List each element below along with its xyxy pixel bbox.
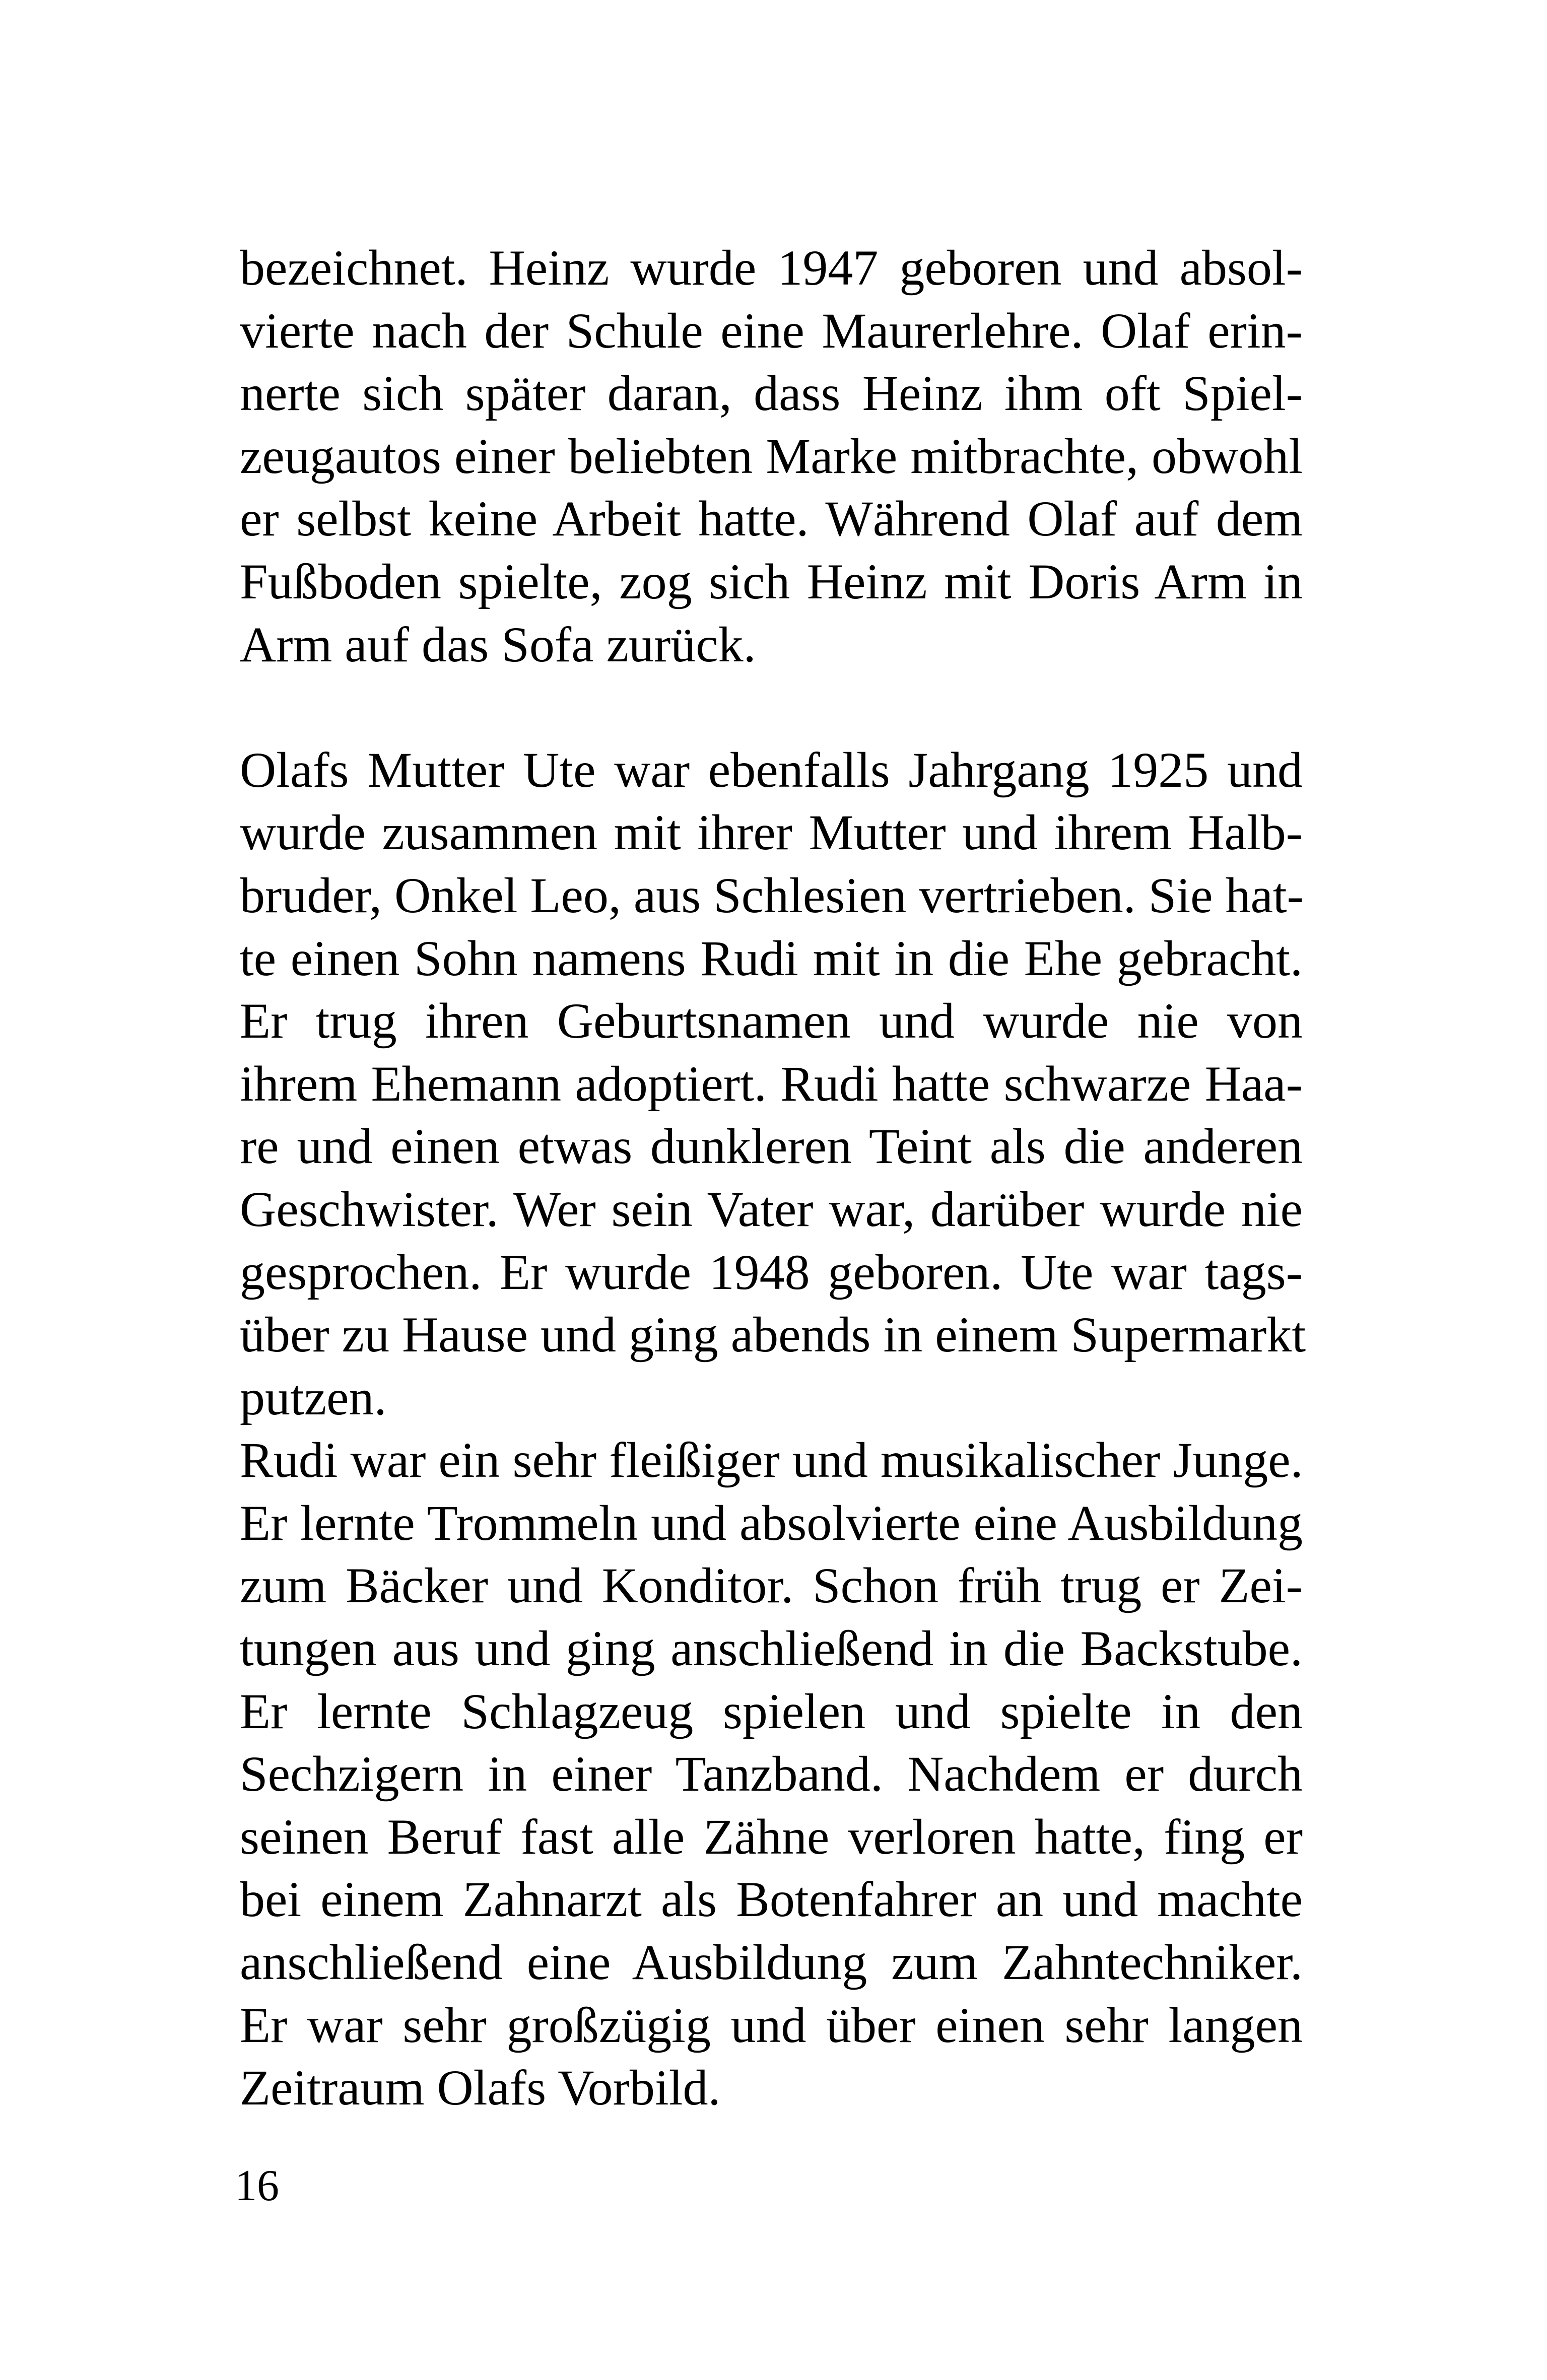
text-line: bei einem Zahnarzt als Botenfahrer an und machte — [240, 1871, 1303, 1928]
text-line: bruder, Onkel Leo, aus Schlesien vertrieben. Sie hat- — [240, 867, 1304, 923]
body-text — [240, 237, 1306, 2120]
paragraph — [240, 237, 1303, 676]
text-line: zum Bäcker und Konditor. Schon früh trug er Zei- — [240, 1557, 1303, 1614]
text-line: Geschwister. Wer sein Vater war, darüber wurde nie — [240, 1181, 1303, 1237]
text-line: Er war sehr großzügig und über einen sehr langen — [240, 1997, 1303, 2053]
text-line: vierte nach der Schule eine Maurerlehre. Olaf erin- — [240, 302, 1303, 359]
text-line: re und einen etwas dunkleren Teint als die anderen — [240, 1118, 1303, 1175]
text-line: Olafs Mutter Ute war ebenfalls Jahrgang 1925 und — [240, 741, 1303, 798]
text-line: te einen Sohn namens Rudi mit in die Ehe gebracht. — [240, 930, 1303, 986]
text-line: Er trug ihren Geburtsnamen und wurde nie von — [240, 993, 1303, 1049]
text-line: Zeitraum Olafs Vorbild. — [240, 2060, 721, 2116]
paragraph — [240, 1429, 1303, 2120]
text-line: Arm auf das Sofa zurück. — [240, 616, 756, 672]
text-line: er selbst keine Arbeit hatte. Während Olaf auf dem — [240, 491, 1303, 547]
page-number: 16 — [235, 2161, 279, 2210]
text-line: Er lernte Trommeln und absolvierte eine Ausbildung — [240, 1494, 1303, 1551]
text-line: Rudi war ein sehr fleißiger und musikalischer Junge. — [240, 1432, 1303, 1488]
text-line: ihrem Ehemann adoptiert. Rudi hatte schwarze Haa- — [240, 1055, 1303, 1112]
text-line: putzen. — [240, 1369, 387, 1425]
text-line: seinen Beruf fast alle Zähne verloren hatte, fing er — [240, 1808, 1303, 1865]
text-line: über zu Hause und ging abends in einem Supermarkt — [240, 1307, 1306, 1363]
text-line: zeugautos einer beliebten Marke mitbrachte, obwohl — [240, 428, 1303, 484]
text-line: bezeichnet. Heinz wurde 1947 geboren und absol- — [240, 240, 1303, 296]
text-line: gesprochen. Er wurde 1948 geboren. Ute war tags- — [240, 1244, 1303, 1300]
text-line: tungen aus und ging anschließend in die Backstube. — [240, 1620, 1303, 1677]
text-line: anschließend eine Ausbildung zum Zahntechniker. — [240, 1934, 1303, 1991]
paragraph — [240, 739, 1306, 1430]
text-line: Er lernte Schlagzeug spielen und spielte in den — [240, 1683, 1303, 1739]
text-line: wurde zusammen mit ihrer Mutter und ihrem Halb- — [240, 804, 1303, 861]
text-line: nerte sich später daran, dass Heinz ihm oft Spiel- — [240, 365, 1303, 422]
text-line: Fußboden spielte, zog sich Heinz mit Doris Arm in — [240, 553, 1303, 609]
paragraph-spacer — [240, 676, 1303, 739]
text-line: Sechzigern in einer Tanzband. Nachdem er durch — [240, 1746, 1303, 1802]
